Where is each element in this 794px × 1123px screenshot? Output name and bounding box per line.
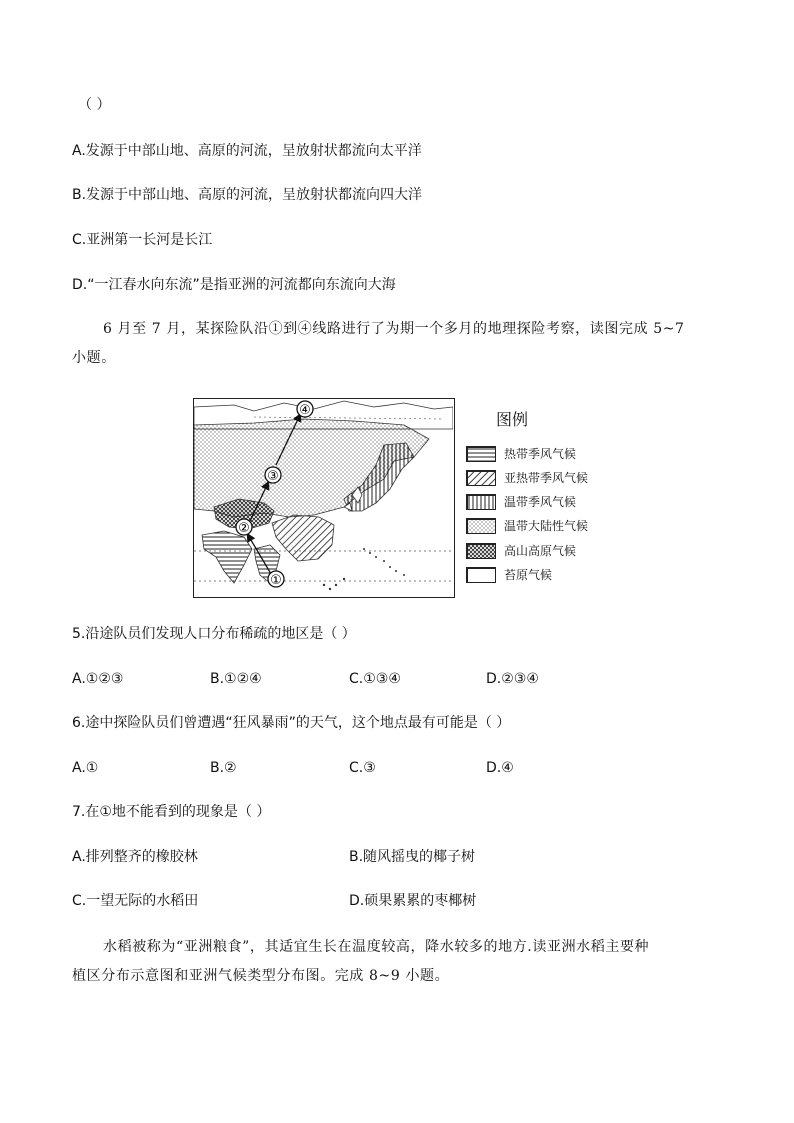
intro-paragraph-line-1: 6 月至 7 月，某探险队沿①到④线路进行了为期一个多月的地理探险考察，读图完成 5~7: [103, 321, 685, 337]
question-6-stem: 6.途中探险队员们曾遭遇“狂风暴雨”的天气，这个地点最有可能是（ ）: [72, 715, 511, 731]
marker-1: [268, 571, 284, 588]
legend-label: 高山高原气候: [504, 544, 577, 558]
dots-swatch-icon: [466, 518, 496, 534]
question-7-stem: 7.在①地不能看到的现象是（ ）: [72, 804, 271, 820]
legend-label: 温带季风气候: [504, 495, 577, 509]
diagonal-lines-swatch-icon: [466, 470, 496, 486]
q7-option-a: A.排列整齐的橡胶林: [72, 849, 198, 865]
crosshatch-swatch-icon: [466, 543, 496, 559]
intro2-paragraph-line-1: 水稻被称为“亚洲粮食”，其适宜生长在温度较高，降水较多的地方.读亚洲水稻主要种: [103, 939, 650, 955]
legend-item-temperate-monsoon: [466, 494, 606, 512]
legend-item-highland: [466, 543, 606, 561]
question-bracket: （ ）: [78, 97, 111, 113]
asia-climate-route-map: [193, 398, 455, 598]
legend-item-tundra: [466, 567, 606, 585]
q7-option-b: B.随风摇曳的椰子树: [349, 849, 476, 865]
vertical-lines-swatch-icon: [466, 494, 496, 510]
legend-item-temperate-continental: [466, 518, 606, 536]
q5-option-b: B.①②④: [210, 671, 262, 687]
legend-label: 亚热带季风气候: [504, 471, 589, 485]
svg-text:①: ①: [270, 573, 282, 588]
option-b: B.发源于中部山地、高原的河流，呈放射状都流向四大洋: [72, 187, 423, 203]
marker-3: [265, 467, 281, 484]
question-5-stem: 5.沿途队员们发现人口分布稀疏的地区是（ ）: [72, 626, 356, 642]
q6-option-a: A.①: [72, 760, 99, 776]
intro-paragraph-line-2: 小题。: [72, 350, 116, 366]
marker-2: [236, 519, 252, 536]
legend-label: 温带大陆性气候: [504, 519, 589, 533]
option-a: A.发源于中部山地、高原的河流，呈放射状都流向太平洋: [72, 143, 422, 159]
horizontal-lines-swatch-icon: [466, 446, 496, 462]
legend-item-subtropical-monsoon: [466, 470, 606, 488]
q6-option-d: D.④: [486, 760, 514, 776]
intro2-paragraph-line-2: 植区分布示意图和亚洲气候类型分布图。完成 8~9 小题。: [72, 968, 450, 984]
q7-option-d: D.硕果累累的枣椰树: [349, 893, 477, 909]
q5-option-c: C.①③④: [349, 671, 401, 687]
svg-text:③: ③: [267, 469, 279, 484]
option-d: D.“一江春水向东流”是指亚洲的河流都向东流向大海: [72, 277, 396, 293]
q5-option-d: D.②③④: [486, 671, 539, 687]
q7-option-c: C.一望无际的水稻田: [72, 893, 199, 909]
q6-option-b: B.②: [210, 760, 237, 776]
marker-4: [297, 401, 313, 418]
q5-option-a: A.①②③: [72, 671, 124, 687]
blank-swatch-icon: [466, 567, 496, 583]
option-c: C.亚洲第一长河是长江: [72, 232, 213, 248]
legend-title: 图例: [496, 410, 529, 429]
legend-item-tropical-monsoon: [466, 446, 606, 464]
map-drawing: [194, 399, 453, 596]
svg-text:④: ④: [299, 403, 311, 418]
q6-option-c: C.③: [349, 760, 376, 776]
legend-label: 苔原气候: [504, 568, 553, 582]
svg-text:②: ②: [238, 521, 250, 536]
legend-label: 热带季风气候: [504, 447, 577, 461]
